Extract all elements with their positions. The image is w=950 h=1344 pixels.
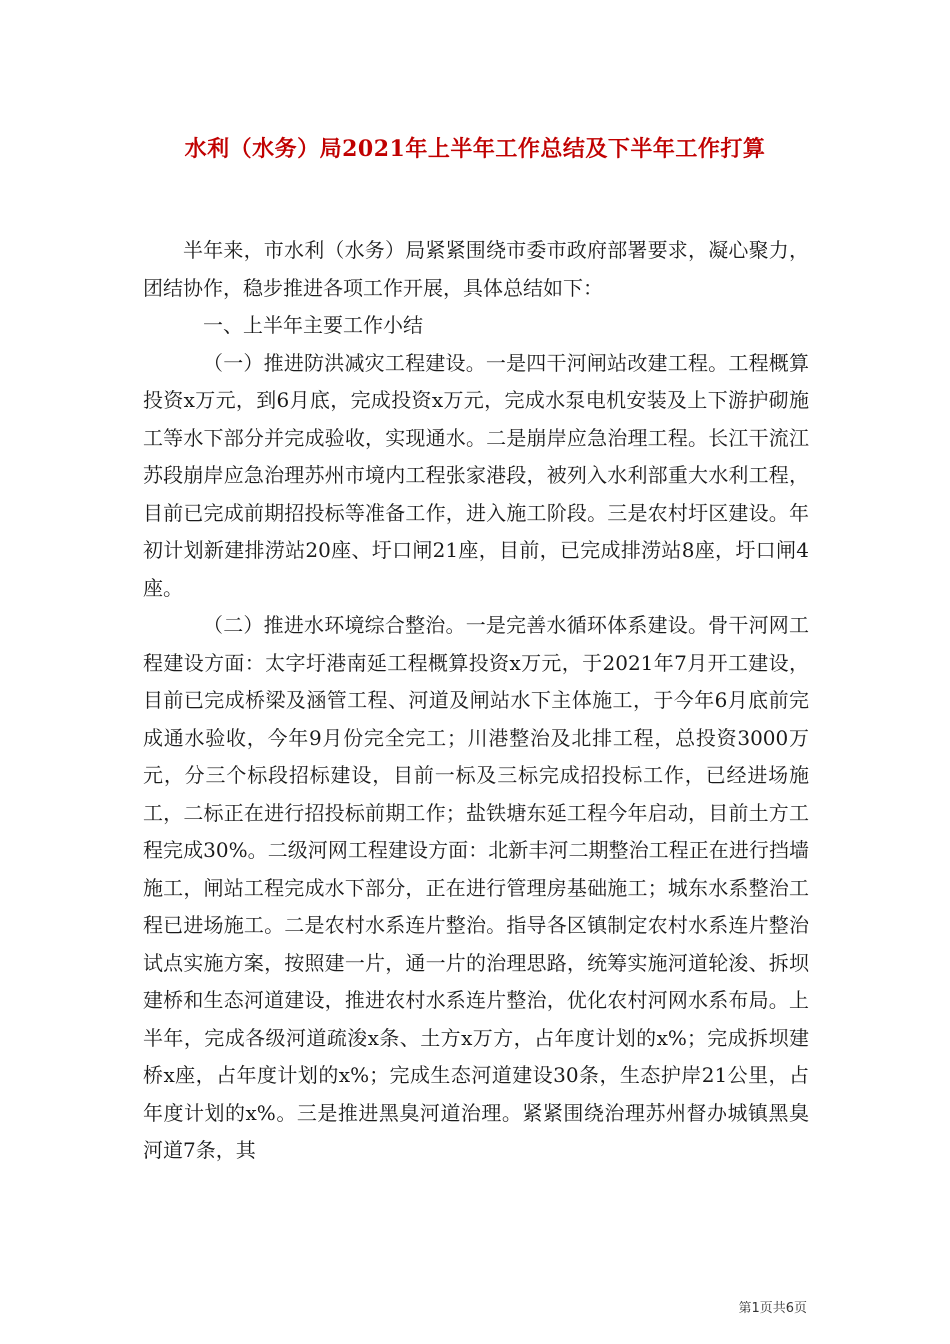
document-title: 水利（水务）局2021年上半年工作总结及下半年工作打算 bbox=[184, 136, 766, 162]
intro-paragraph: 半年来，市水利（水务）局紧紧围绕市委市政府部署要求，凝心聚力，团结协作，稳步推进各项工作开展，具体总结如下： bbox=[143, 238, 809, 300]
document-body bbox=[143, 232, 809, 1170]
section-heading: 一、上半年主要工作小结 bbox=[203, 313, 423, 337]
flood-control-paragraph: （一）推进防洪减灾工程建设。一是四干河闸站改建工程。工程概算投资x万元，到6月底，完成投资x万元，完成水泵电机安装及上下游护砌施工等水下部分并完成验收，实现通水。二是崩岸应急治理工程。长江干流江苏段崩岸应急治理苏州市境内工程张家港段，被列入水利部重大水利工程，目前已完成前期招投标等准备工作，进入施工阶段。三是农村圩区建设。年初计划新建排涝站20座、圩口闸21座，目前，已完成排涝站8座，圩口闸4座。 bbox=[143, 350, 809, 600]
water-environment-paragraph: （二）推进水环境综合整治。一是完善水循环体系建设。骨干河网工程建设方面：太字圩港南延工程概算投资x万元，于2021年7月开工建设，目前已完成桥梁及涵管工程、河道及闸站水下主体施工，于今年6月底前完成通水验收，今年9月份完全完工；川港整治及北排工程，总投资3000万元，分三个标段招标建设，目前一标及三标完成招投标工作，已经进场施工，二标正在进行招投标前期工作；盐铁塘东延工程今年启动，目前土方工程完成30%。二级河网工程建设方面：北新丰河二期整治工程正在进行挡墙施工，闸站工程完成水下部分，正在进行管理房基础施工；城东水系整治工程已进场施工。二是农村水系连片整治。指导各区镇制定农村水系连片整治试点实施方案，按照建一片，通一片的治理思路，统筹实施河道轮浚、拆坝建桥和生态河道建设，推进农村水系连片整治，优化农村河网水系布局。上半年，完成各级河道疏浚x条、土方x万方，占年度计划的x%；完成拆坝建桥x座，占年度计划的x%；完成生态河道建设30条，生态护岸21公里，占年度计划的x%。三是推进黑臭河道治理。紧紧围绕治理苏州督办城镇黑臭河道7条，其 bbox=[143, 613, 809, 1162]
page-number: 第1页共6页 bbox=[738, 1301, 807, 1316]
